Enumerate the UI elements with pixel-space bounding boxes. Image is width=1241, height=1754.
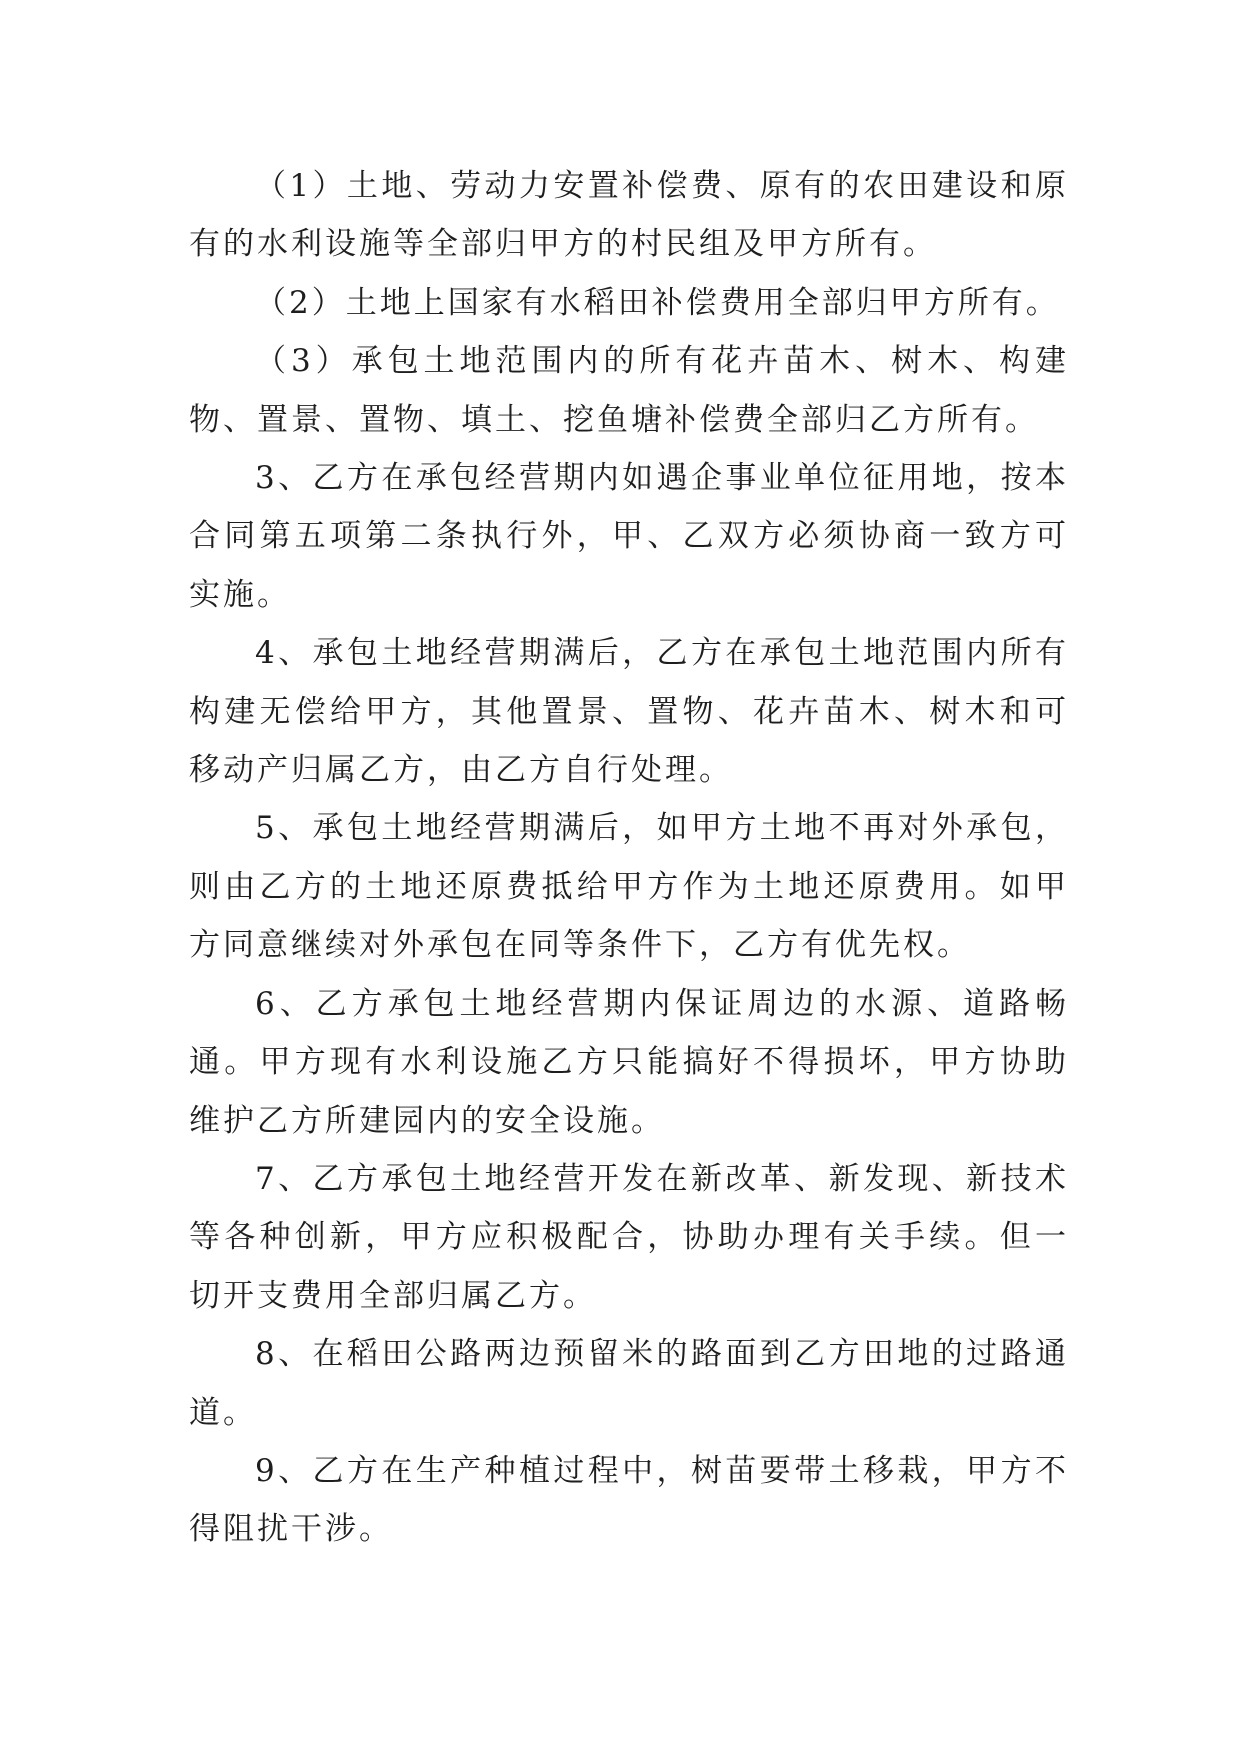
clause-3: 3、乙方在承包经营期内如遇企事业单位征用地，按本合同第五项第二条执行外，甲、乙双方必须协商一致方可实施。 [189, 460, 1069, 613]
clause-9: 9、乙方在生产种植过程中，树苗要带土移栽，甲方不得阻扰干涉。 [189, 1452, 1069, 1548]
clause-7: 7、乙方承包土地经营开发在新改革、新发现、新技术等各种创新，甲方应积极配合，协助办理有关手续。但一切开支费用全部归属乙方。 [189, 1160, 1069, 1314]
clause-6: 6、乙方承包土地经营期内保证周边的水源、道路畅通。甲方现有水利设施乙方只能搞好不得损坏，甲方协助维护乙方所建园内的安全设施。 [189, 985, 1069, 1139]
clause-5: 5、承包土地经营期满后，如甲方土地不再对外承包，则由乙方的土地还原费抵给甲方作为土地还原费用。如甲方同意继续对外承包在同等条件下，乙方有优先权。 [189, 810, 1069, 964]
clause-4: 4、承包土地经营期满后，乙方在承包土地范围内所有构建无偿给甲方，其他置景、置物、花卉苗木、树木和可移动产归属乙方，由乙方自行处理。 [189, 635, 1069, 789]
paragraph-item-1: （1）土地、劳动力安置补偿费、原有的农田建设和原有的水利设施等全部归甲方的村民组及甲方所有。 [189, 168, 1069, 263]
clause-8: 8、在稻田公路两边预留米的路面到乙方田地的过路通道。 [189, 1336, 1069, 1431]
paragraph-item-2: （2）土地上国家有水稻田补偿费用全部归甲方所有。 [255, 284, 1060, 321]
document-body [189, 157, 1069, 1559]
paragraph-item-3: （3）承包土地范围内的所有花卉苗木、树木、构建物、置景、置物、填土、挖鱼塘补偿费全部归乙方所有。 [189, 343, 1069, 438]
